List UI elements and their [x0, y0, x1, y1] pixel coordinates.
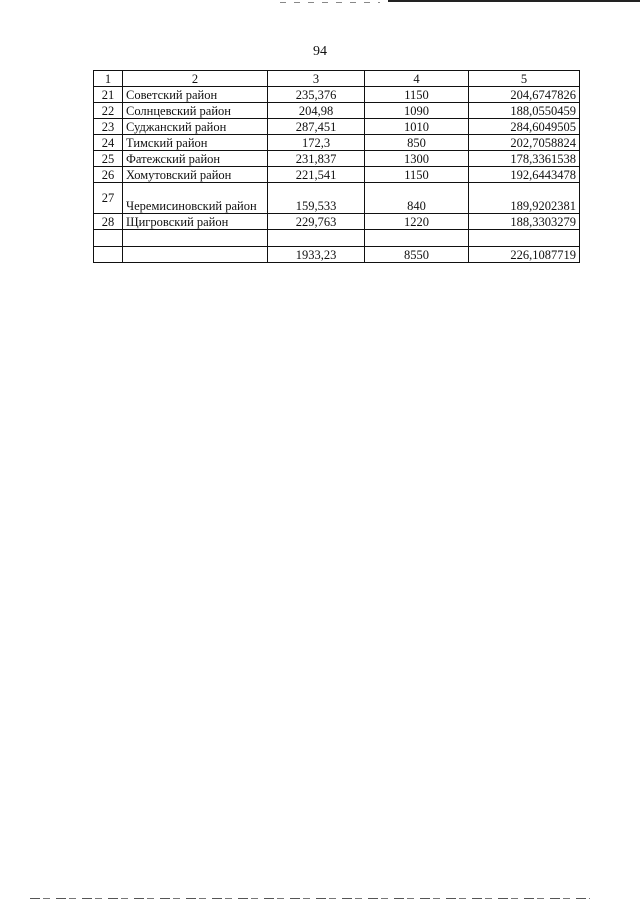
header-cell: 2 [123, 71, 268, 87]
district-name: Солнцевский район [123, 103, 268, 119]
header-cell: 3 [268, 71, 365, 87]
district-name: Советский район [123, 87, 268, 103]
district-name: Хомутовский район [123, 167, 268, 183]
header-cell: 1 [94, 71, 123, 87]
district-name: Тимский район [123, 135, 268, 151]
table-row [94, 214, 580, 230]
row-number: 25 [94, 151, 123, 167]
cell-col4: 1090 [365, 103, 469, 119]
page-number: 94 [313, 44, 327, 59]
district-name: Черемисиновский район [123, 183, 268, 214]
total-col3: 1933,23 [268, 247, 365, 263]
row-number: 27 [94, 183, 123, 214]
district-name: Фатежский район [123, 151, 268, 167]
cell-col3: 235,376 [268, 87, 365, 103]
cell-col4: 1150 [365, 87, 469, 103]
top-rule [388, 0, 640, 2]
table-row [94, 87, 580, 103]
table-header-row [94, 71, 580, 87]
cell-col3: 204,98 [268, 103, 365, 119]
totals-row [94, 247, 580, 263]
top-rule-faint [280, 2, 380, 3]
cell-col5: 192,6443478 [469, 167, 580, 183]
district-name: Щигровский район [123, 214, 268, 230]
cell-col5: 189,9202381 [469, 183, 580, 214]
data-table [93, 70, 580, 263]
cell-col4: 850 [365, 135, 469, 151]
cell-col4: 1300 [365, 151, 469, 167]
cell-col5: 178,3361538 [469, 151, 580, 167]
totals-cell [123, 247, 268, 263]
header-cell: 4 [365, 71, 469, 87]
row-number: 21 [94, 87, 123, 103]
cell-col5: 188,3303279 [469, 214, 580, 230]
table-row [94, 119, 580, 135]
empty-row [94, 230, 580, 247]
total-col4: 8550 [365, 247, 469, 263]
row-number: 24 [94, 135, 123, 151]
cell-col4: 1150 [365, 167, 469, 183]
cell-col3: 172,3 [268, 135, 365, 151]
table-row [94, 183, 580, 214]
cell-col3: 221,541 [268, 167, 365, 183]
cell-col3: 287,451 [268, 119, 365, 135]
bottom-rule [30, 898, 590, 899]
cell-col5: 284,6049505 [469, 119, 580, 135]
cell-col5: 202,7058824 [469, 135, 580, 151]
row-number: 26 [94, 167, 123, 183]
table-row [94, 167, 580, 183]
row-number: 22 [94, 103, 123, 119]
row-number: 28 [94, 214, 123, 230]
cell-col4: 840 [365, 183, 469, 214]
total-col5: 226,1087719 [469, 247, 580, 263]
district-name: Суджанский район [123, 119, 268, 135]
cell-col3: 159,533 [268, 183, 365, 214]
cell-col5: 204,6747826 [469, 87, 580, 103]
cell-col3: 231,837 [268, 151, 365, 167]
table-row [94, 103, 580, 119]
cell-col4: 1010 [365, 119, 469, 135]
totals-cell [94, 247, 123, 263]
table-row [94, 151, 580, 167]
table-row [94, 135, 580, 151]
row-number: 23 [94, 119, 123, 135]
header-cell: 5 [469, 71, 580, 87]
cell-col5: 188,0550459 [469, 103, 580, 119]
cell-col3: 229,763 [268, 214, 365, 230]
cell-col4: 1220 [365, 214, 469, 230]
